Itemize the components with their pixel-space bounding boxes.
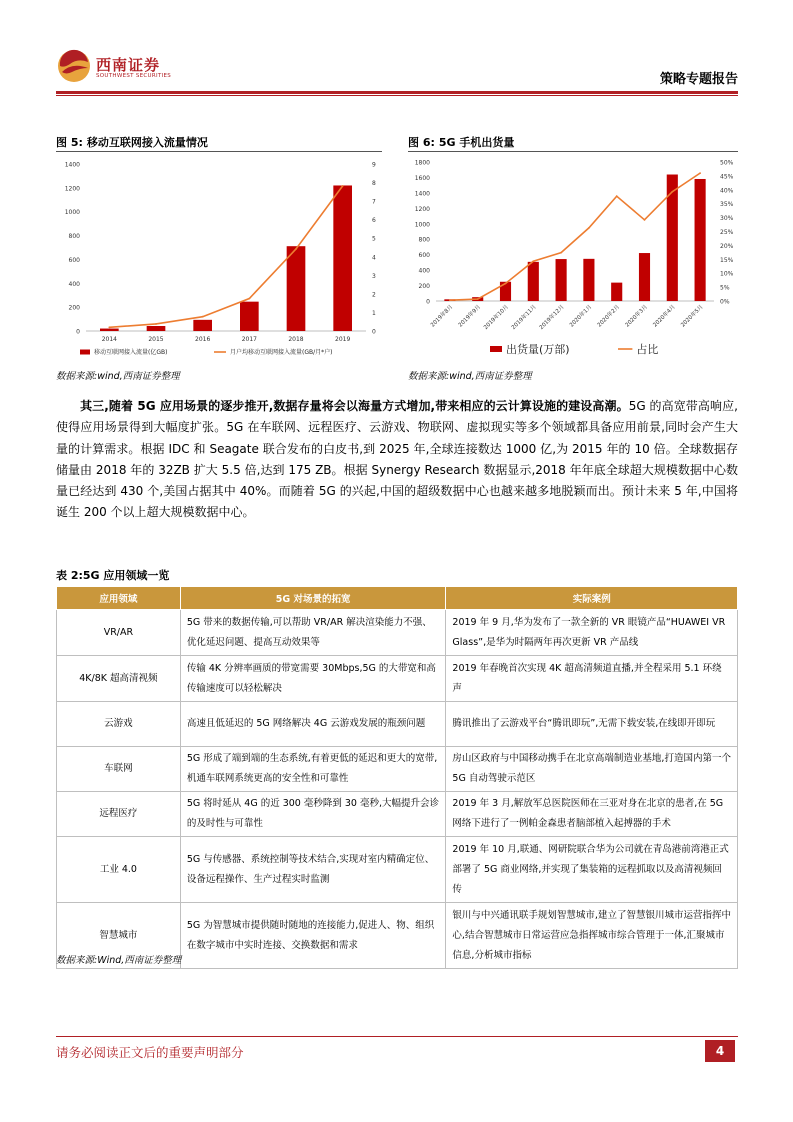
x-tick-label: 2020年1月 xyxy=(568,304,594,329)
y2-tick-label: 9 xyxy=(372,161,376,169)
table-2-title xyxy=(56,567,169,583)
x-tick-label: 2020年4月 xyxy=(652,304,677,329)
figure-6-label: 图 6: xyxy=(408,136,435,149)
x-tick-label: 2019 xyxy=(335,336,351,343)
table-cell-domain: 工业 4.0 xyxy=(57,837,181,903)
y-tick-label: 0 xyxy=(76,328,80,336)
table-cell-expansion: 5G 带来的数据传输,可以帮助 VR/AR 解决渲染能力不强、优化延迟问题、提高互动效果等 xyxy=(180,610,446,656)
y-tick-label: 1800 xyxy=(414,159,430,167)
y2-tick-label: 2 xyxy=(372,291,376,299)
x-tick-label: 2018 xyxy=(288,336,304,343)
y2-tick-label: 25% xyxy=(720,229,734,236)
table-cell-case: 腾讯推出了云游戏平台“腾讯即玩”,无需下载安装,在线即开即玩 xyxy=(446,702,738,747)
y-tick-label: 400 xyxy=(68,280,80,288)
legend-label: 占比 xyxy=(636,342,659,356)
table-cell-expansion: 高速且低延迟的 5G 网络解决 4G 云游戏发展的瓶颈问题 xyxy=(180,702,446,747)
line-point xyxy=(477,298,479,300)
x-tick-label: 2019年10月 xyxy=(483,304,510,332)
x-tick-label: 2019年9月 xyxy=(457,304,483,329)
y2-tick-label: 30% xyxy=(720,215,734,223)
5g-applications-table xyxy=(56,586,738,969)
y-tick-label: 1600 xyxy=(414,174,430,182)
y2-tick-label: 5% xyxy=(720,284,730,292)
bar xyxy=(583,259,594,301)
x-tick-label: 2019年11月 xyxy=(510,304,538,332)
x-tick-label: 2020年3月 xyxy=(624,304,649,329)
y-tick-label: 1000 xyxy=(414,221,430,229)
line-point xyxy=(295,248,297,250)
paragraph-text: 5G 的高宽带高响应,使得应用场景得到大幅度扩张。5G 在车联网、远程医疗、云游戏、物联网、虚拟现实等多个领域都具备应用前景,同时会产生大量的计算需求。根据 IDC 和 Seagate 联合发布的白皮书,到 2025 年,全球连接数达 1000 亿,为 2015 年的 10 倍。全球数据存储量由 2018 年的 32ZB 扩大 5.5 倍,达到 175 ZB。根据 Synergy Research 数据显示,2018 年年底全球超大规模数据中心数量已经达到 430 个,美国占据其中 40%。而随着 5G 的兴起,中国的超级数据中心也越来越多地脱颖而出。预计未来 5 年,中国将诞生 200 个以上超大规模数据中心。 xyxy=(56,399,738,520)
bar xyxy=(500,282,511,301)
y2-tick-label: 7 xyxy=(372,198,376,206)
y2-tick-label: 1 xyxy=(372,309,376,317)
x-tick-label: 2020年2月 xyxy=(596,304,622,329)
bar xyxy=(287,246,306,331)
footer-divider xyxy=(56,1036,738,1037)
table-cell-expansion: 5G 与传感器、系统控制等技术结合,实现对室内精确定位、设备远程操作、生产过程实时监测 xyxy=(180,837,446,903)
y-tick-label: 1400 xyxy=(64,161,80,169)
y-tick-label: 1200 xyxy=(64,185,80,193)
table-cell-expansion: 5G 形成了端到端的生态系统,有着更低的延迟和更大的宽带,机通车联网系统更高的安全性和可靠性 xyxy=(180,747,446,792)
x-tick-label: 2017 xyxy=(241,336,257,343)
table-cell-domain: 云游戏 xyxy=(57,702,181,747)
y-tick-label: 1200 xyxy=(414,205,430,213)
bar xyxy=(147,326,166,331)
disclaimer-notice: 请务必阅读正文后的重要声明部分 xyxy=(56,1045,244,1060)
line-point xyxy=(202,316,204,318)
y2-tick-label: 0 xyxy=(372,328,376,336)
y2-tick-label: 4 xyxy=(372,254,376,262)
header-divider xyxy=(56,91,738,94)
line-point xyxy=(505,283,507,285)
bar xyxy=(556,259,567,301)
table-row xyxy=(57,702,738,747)
column-header: 应用领域 xyxy=(57,587,181,610)
column-header: 实际案例 xyxy=(446,587,738,610)
figure-6-title xyxy=(408,134,514,150)
y-tick-label: 400 xyxy=(418,267,430,275)
table-cell-case: 2019 年 10 月,联通、网研院联合华为公司就在青岛港前湾港正式部署了 5G 商业网络,并实现了集装箱的远程抓取以及高清视频回传 xyxy=(446,837,738,903)
y2-tick-label: 40% xyxy=(720,187,734,195)
legend-label: 移动互联网接入流量(亿GB) xyxy=(94,349,168,357)
y2-tick-label: 10% xyxy=(720,270,734,278)
report-type: 策略专题报告 xyxy=(659,72,738,87)
bar xyxy=(695,179,706,301)
table-row xyxy=(57,610,738,656)
bar xyxy=(193,320,212,331)
y-tick-label: 800 xyxy=(418,236,430,244)
bar xyxy=(333,185,352,331)
table-row xyxy=(57,792,738,837)
y-tick-label: 0 xyxy=(426,298,430,306)
figure-5-source: 数据来源:wind,西南证券整理 xyxy=(56,371,180,382)
bar xyxy=(240,302,259,331)
x-tick-label: 2019年12月 xyxy=(538,304,566,332)
figure-5-label: 图 5: xyxy=(56,136,83,149)
chart-mobile-traffic xyxy=(56,156,386,362)
table-cell-case: 房山区政府与中国移动携手在北京高端制造业基地,打造国内第一个 5G 自动驾驶示范区 xyxy=(446,747,738,792)
line-point xyxy=(108,326,110,328)
y2-tick-label: 8 xyxy=(372,180,376,188)
table-2-caption: 5G 应用领域一览 xyxy=(82,569,170,582)
brand-name-cn: 西南证券 xyxy=(96,56,161,74)
x-tick-label: 2014 xyxy=(101,336,117,343)
legend-label: 月户均移动互联网接入流量(GB/月*户) xyxy=(230,349,333,357)
x-tick-label: 2016 xyxy=(195,336,211,343)
legend-label: 出货量(万部) xyxy=(506,342,570,356)
y2-tick-label: 50% xyxy=(720,159,734,167)
x-tick-label: 2019年8月 xyxy=(429,304,455,329)
table-row xyxy=(57,747,738,792)
table-2-label: 表 2: xyxy=(56,569,83,582)
bar xyxy=(639,253,650,301)
line-point xyxy=(699,172,701,174)
table-row xyxy=(57,837,738,903)
figure-6-rule xyxy=(408,151,738,152)
figure-5-rule xyxy=(56,151,382,152)
page-number: 4 xyxy=(705,1040,735,1062)
company-logo xyxy=(56,48,206,88)
y-tick-label: 200 xyxy=(68,304,80,312)
line-point xyxy=(155,323,157,325)
body-paragraph xyxy=(56,396,738,524)
series-line xyxy=(450,173,700,300)
table-cell-domain: 4K/8K 超高清视频 xyxy=(57,656,181,702)
y-tick-label: 1000 xyxy=(64,209,80,217)
table-row xyxy=(57,656,738,702)
table-cell-expansion: 5G 将时延从 4G 的近 300 毫秒降到 30 毫秒,大幅提升会诊的及时性与可靠性 xyxy=(180,792,446,837)
header-divider-thin xyxy=(56,95,738,96)
line-point xyxy=(342,185,344,187)
line-point xyxy=(616,195,618,197)
table-cell-expansion: 传输 4K 分辨率画质的带宽需要 30Mbps,5G 的大带宽和高传输速度可以轻松解决 xyxy=(180,656,446,702)
y-tick-label: 600 xyxy=(68,256,80,264)
y2-tick-label: 20% xyxy=(720,242,734,250)
table-cell-expansion: 5G 为智慧城市提供随时随地的连接能力,促进人、物、组织在数字城市中实时连接、交换数据和需求 xyxy=(180,903,446,969)
series-line xyxy=(109,186,342,327)
figure-5-title xyxy=(56,134,208,150)
line-point xyxy=(588,227,590,229)
column-header: 5G 对场景的拓宽 xyxy=(180,587,446,610)
table-cell-case: 银川与中兴通讯联手规划智慧城市,建立了智慧银川城市运营指挥中心,结合智慧城市日常运营应急指挥城市综合管理于一体,汇聚城市信息,分析城市指标 xyxy=(446,903,738,969)
table-header-row xyxy=(57,587,738,610)
y2-tick-label: 6 xyxy=(372,217,376,225)
y-tick-label: 800 xyxy=(68,233,80,241)
figure-6-source: 数据来源:wind,西南证券整理 xyxy=(408,371,532,382)
table-2-source: 数据来源:Wind,西南证券整理 xyxy=(56,955,182,966)
y-tick-label: 600 xyxy=(418,252,430,260)
legend-swatch xyxy=(490,346,502,352)
chart-5g-shipments xyxy=(408,156,738,362)
figure-5-caption: 移动互联网接入流量情况 xyxy=(86,136,208,149)
legend-swatch xyxy=(80,350,90,355)
page-header xyxy=(56,40,738,92)
y-tick-label: 1400 xyxy=(414,190,430,198)
table-cell-domain: 智慧城市 xyxy=(57,903,181,969)
bar xyxy=(611,283,622,301)
line-point xyxy=(560,252,562,254)
brand-name-en: SOUTHWEST SECURITIES xyxy=(96,73,172,79)
y2-tick-label: 35% xyxy=(720,201,734,209)
y2-tick-label: 5 xyxy=(372,235,376,243)
table-cell-domain: VR/AR xyxy=(57,610,181,656)
y2-tick-label: 45% xyxy=(720,173,734,181)
table-cell-domain: 车联网 xyxy=(57,747,181,792)
y-tick-label: 200 xyxy=(418,283,430,291)
line-point xyxy=(449,299,451,301)
line-point xyxy=(671,191,673,193)
bar xyxy=(528,262,539,301)
table-cell-case: 2019 年春晚首次实现 4K 超高清频道直播,并全程采用 5.1 环绕声 xyxy=(446,656,738,702)
logo-emblem-icon xyxy=(56,48,92,84)
table-cell-case: 2019 年 3 月,解放军总医院医师在三亚对身在北京的患者,在 5G 网络下进行了一例帕金森患者脑部植入起搏器的手术 xyxy=(446,792,738,837)
line-point xyxy=(532,260,534,262)
y2-tick-label: 0% xyxy=(720,298,730,306)
line-point xyxy=(644,219,646,221)
paragraph-lead: 其三,随着 5G 应用场景的逐步推开,数据存量将会以海量方式增加,带来相应的云计算设施的建设高潮。 xyxy=(80,399,629,413)
y2-tick-label: 15% xyxy=(720,256,734,264)
bar xyxy=(100,329,119,331)
table-cell-case: 2019 年 9 月,华为发布了一款全新的 VR 眼镜产品“HUAWEI VR Glass”,是华为时隔两年再次更新 VR 产品线 xyxy=(446,610,738,656)
x-tick-label: 2020年5月 xyxy=(680,304,705,329)
table-cell-domain: 远程医疗 xyxy=(57,792,181,837)
y2-tick-label: 3 xyxy=(372,272,376,280)
line-point xyxy=(248,298,250,300)
x-tick-label: 2015 xyxy=(148,336,164,343)
figure-6-caption: 5G 手机出货量 xyxy=(438,136,515,149)
bar xyxy=(667,175,678,301)
